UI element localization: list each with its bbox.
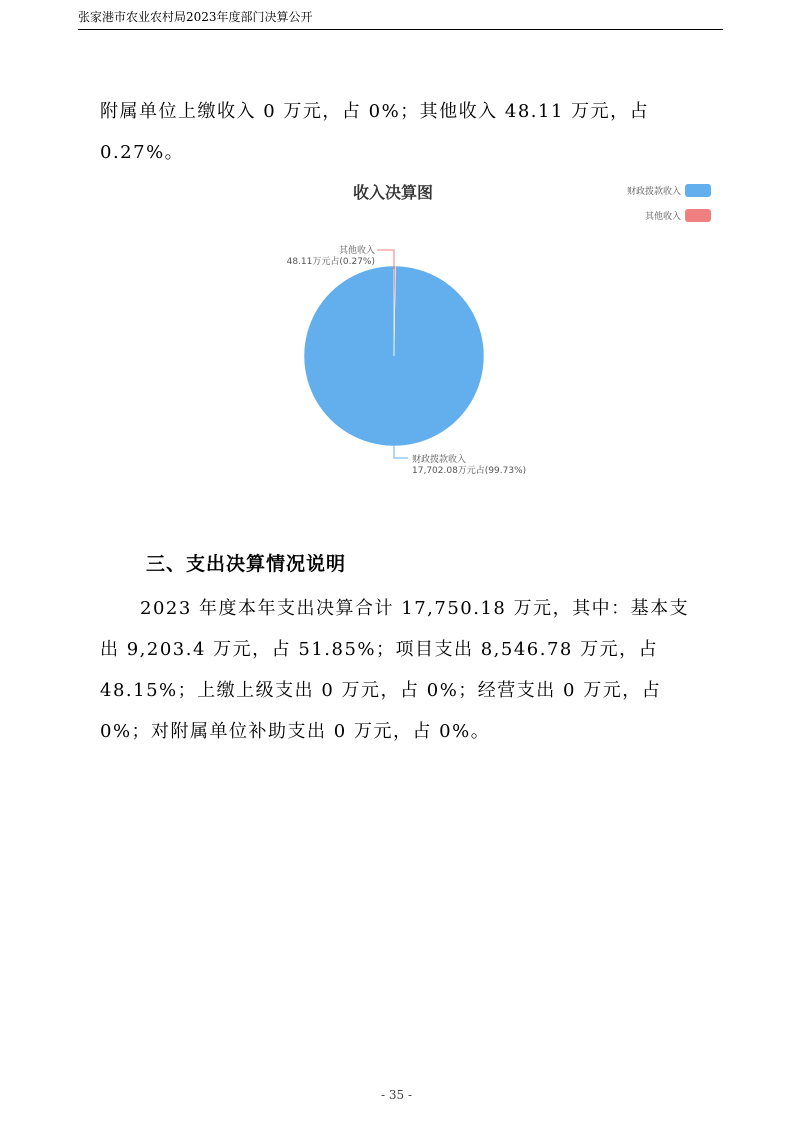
slice-label-fiscal-name: 财政拨款收入 — [412, 455, 467, 465]
legend-swatch-other — [685, 209, 711, 222]
legend-label-other: 其他收入 — [644, 212, 681, 222]
slice-label-fiscal-value: 17,702.08万元占(99.73%) — [412, 466, 527, 476]
page-header: 张家港市农业农村局2023年度部门决算公开 — [78, 8, 723, 30]
chart-title: 收入决算图 — [352, 183, 434, 202]
income-pie-chart — [260, 176, 730, 486]
expenditure-paragraph: 2023 年度本年支出决算合计 17,750.18 万元，其中：基本支出 9,203.4 万元，占 51.85%；项目支出 8,546.78 万元，占 48.15%；上缴上级支出 0 万元，占 0%；经营支出 0 万元，占 0%；对附属单位补助支出 0 万元，占 0%。 — [100, 598, 690, 742]
intro-paragraph: 附属单位上缴收入 0 万元，占 0%；其他收入 48.11 万元，占 0.27%。 — [100, 101, 650, 163]
page-number: - 35 - — [380, 1088, 412, 1102]
slice-label-other-value: 48.11万元占(0.27%) — [286, 257, 375, 267]
section-heading: 三、支出决算情况说明 — [146, 553, 347, 575]
slice-label-other-name: 其他收入 — [338, 246, 375, 256]
legend-label-fiscal: 财政拨款收入 — [626, 187, 681, 197]
legend-swatch-fiscal — [685, 184, 711, 197]
